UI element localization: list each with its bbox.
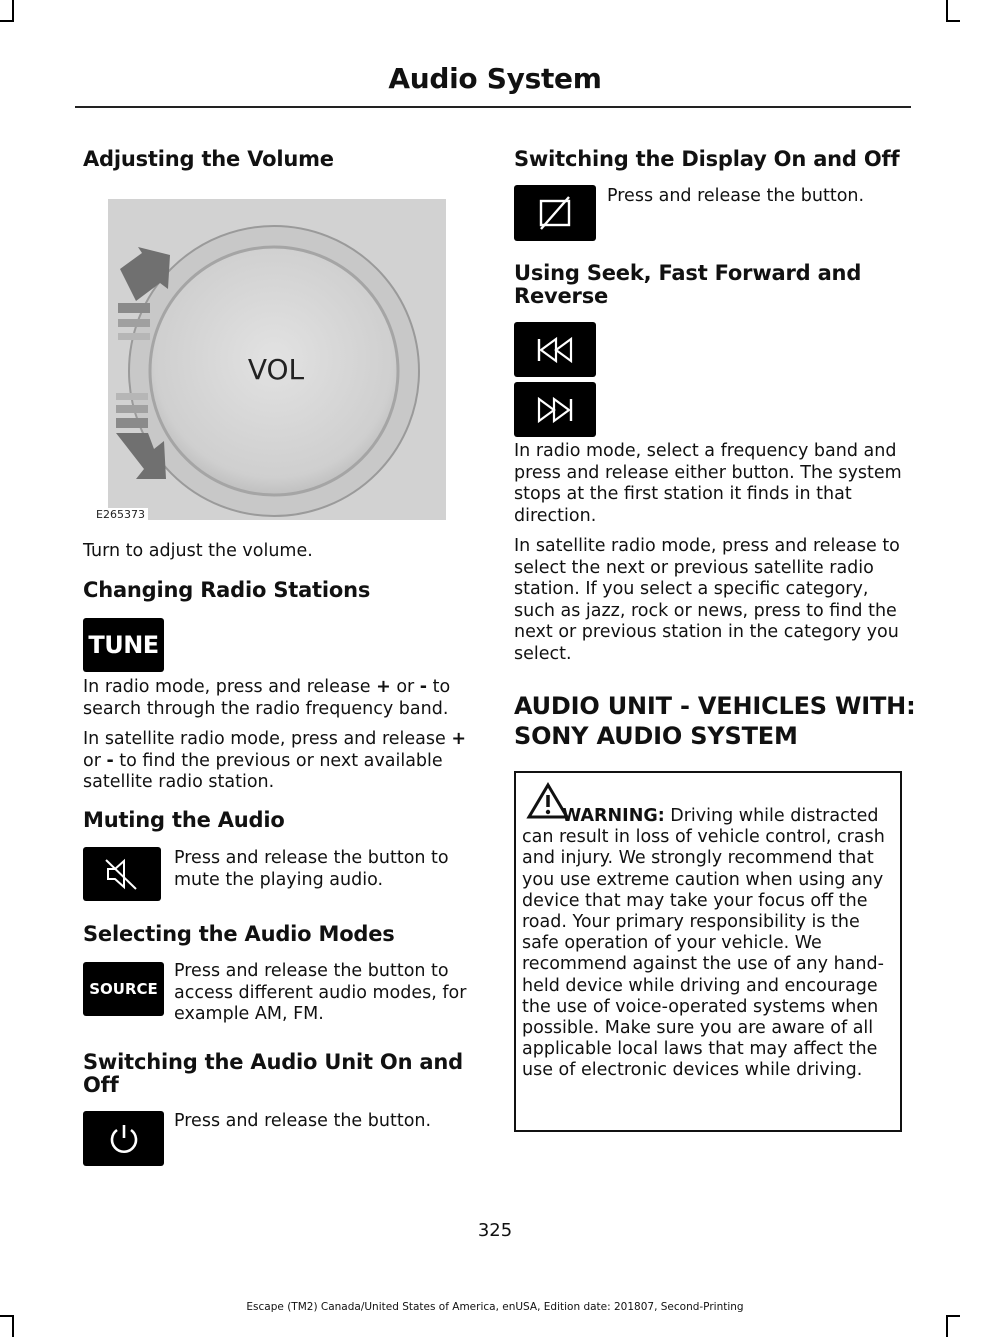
volume-caption: Turn to adjust the volume. [83,541,313,561]
stations-paragraph-2 [83,729,478,794]
source-button-label: SOURCE [89,980,158,998]
figure-id: E265373 [96,508,148,521]
seek-paragraph-2: In satellite radio mode, press and release to select the next or previous satellite radio station. If you select a specific category, such as jazz, rock or news, press to find the next or previous station in the category you select. [514,536,900,664]
heading-audio-modes: Selecting the Audio Modes [83,922,395,946]
source-button [83,962,164,1016]
page-number: 325 [477,1220,513,1241]
heading-line: Using Seek, Fast Forward and [514,261,862,285]
warning-label: WARNING: [562,806,665,826]
seek-forward-icon [533,395,577,425]
heading-changing-stations: Changing Radio Stations [83,578,371,602]
crop-mark [946,20,960,22]
heading-line: Reverse [514,284,609,308]
mute-button [83,847,161,901]
knob-label: VOL [247,353,305,386]
unit-onoff-text: Press and release the button. [174,1111,432,1131]
plus-sign: + [376,677,391,697]
crop-mark [0,20,14,22]
heading-sony-line-1: AUDIO UNIT - VEHICLES WITH: [514,692,916,720]
header-rule [75,106,911,108]
stations-paragraph-1 [83,677,478,720]
display-button [514,185,596,241]
plus-sign: + [451,729,466,749]
warning-body: Driving while distracted can result in loss of vehicle control, crash and injury. We strongly recommend that you use extreme caution when using any device that may take your focus off the road. Your primary responsibility is the safe operation of your vehicle. We recommend against the use of any hand-held device while driving and encourage the use of voice-operated systems when possible. Make sure you are aware of all applicable local laws that may affect the use of electronic devices while driving. [522,806,885,1081]
audio-modes-text: Press and release the button to access different audio modes, for example AM, FM. [174,961,467,1024]
text-span: to search through the radio frequency band. [83,677,451,719]
text-span: or [390,677,420,697]
crop-mark [946,1315,948,1337]
crop-mark [946,1315,960,1317]
heading-sony-line-2: SONY AUDIO SYSTEM [514,722,798,750]
heading-line: Off [83,1073,119,1097]
heading-display-onoff: Switching the Display On and Off [514,147,900,171]
crop-mark [12,1315,14,1337]
text-span: to find the previous or next available satellite radio station. [83,750,443,792]
mute-icon [102,856,142,892]
minus-sign: - [106,750,114,771]
seek-paragraph-1: In radio mode, select a frequency band and press and release either button. The system stops at the first station it finds in that direction. [514,441,902,526]
heading-seek [514,262,861,308]
crop-mark [946,0,948,22]
heading-muting: Muting the Audio [83,808,285,832]
minus-sign: - [419,677,428,697]
heading-adjusting-volume: Adjusting the Volume [83,147,334,171]
power-button [83,1111,164,1166]
edition-info: Escape (TM2) Canada/United States of America, enUSA, Edition date: 201807, Second-Printing [246,1301,744,1313]
volume-knob-illustration [96,199,446,521]
heading-line: Switching the Audio Unit On and [83,1050,463,1074]
heading-unit-onoff [83,1051,463,1097]
text-span: or [83,750,107,771]
text-span: In radio mode, press and release [83,677,377,697]
page-header-title: Audio System [388,62,602,95]
display-onoff-text: Press and release the button. [607,186,865,206]
muting-text: Press and release the button to mute the playing audio. [174,848,449,890]
seek-back-icon [533,335,577,365]
tune-button-label: TUNE [88,631,159,659]
crop-mark [0,1315,14,1317]
text-span: In satellite radio mode, press and release [83,729,452,749]
power-icon [106,1121,142,1157]
seek-forward-button [514,382,596,437]
crop-mark [12,0,14,22]
warning-text [522,806,898,1082]
tune-button [83,618,164,672]
display-off-icon [535,195,575,231]
seek-back-button [514,322,596,377]
